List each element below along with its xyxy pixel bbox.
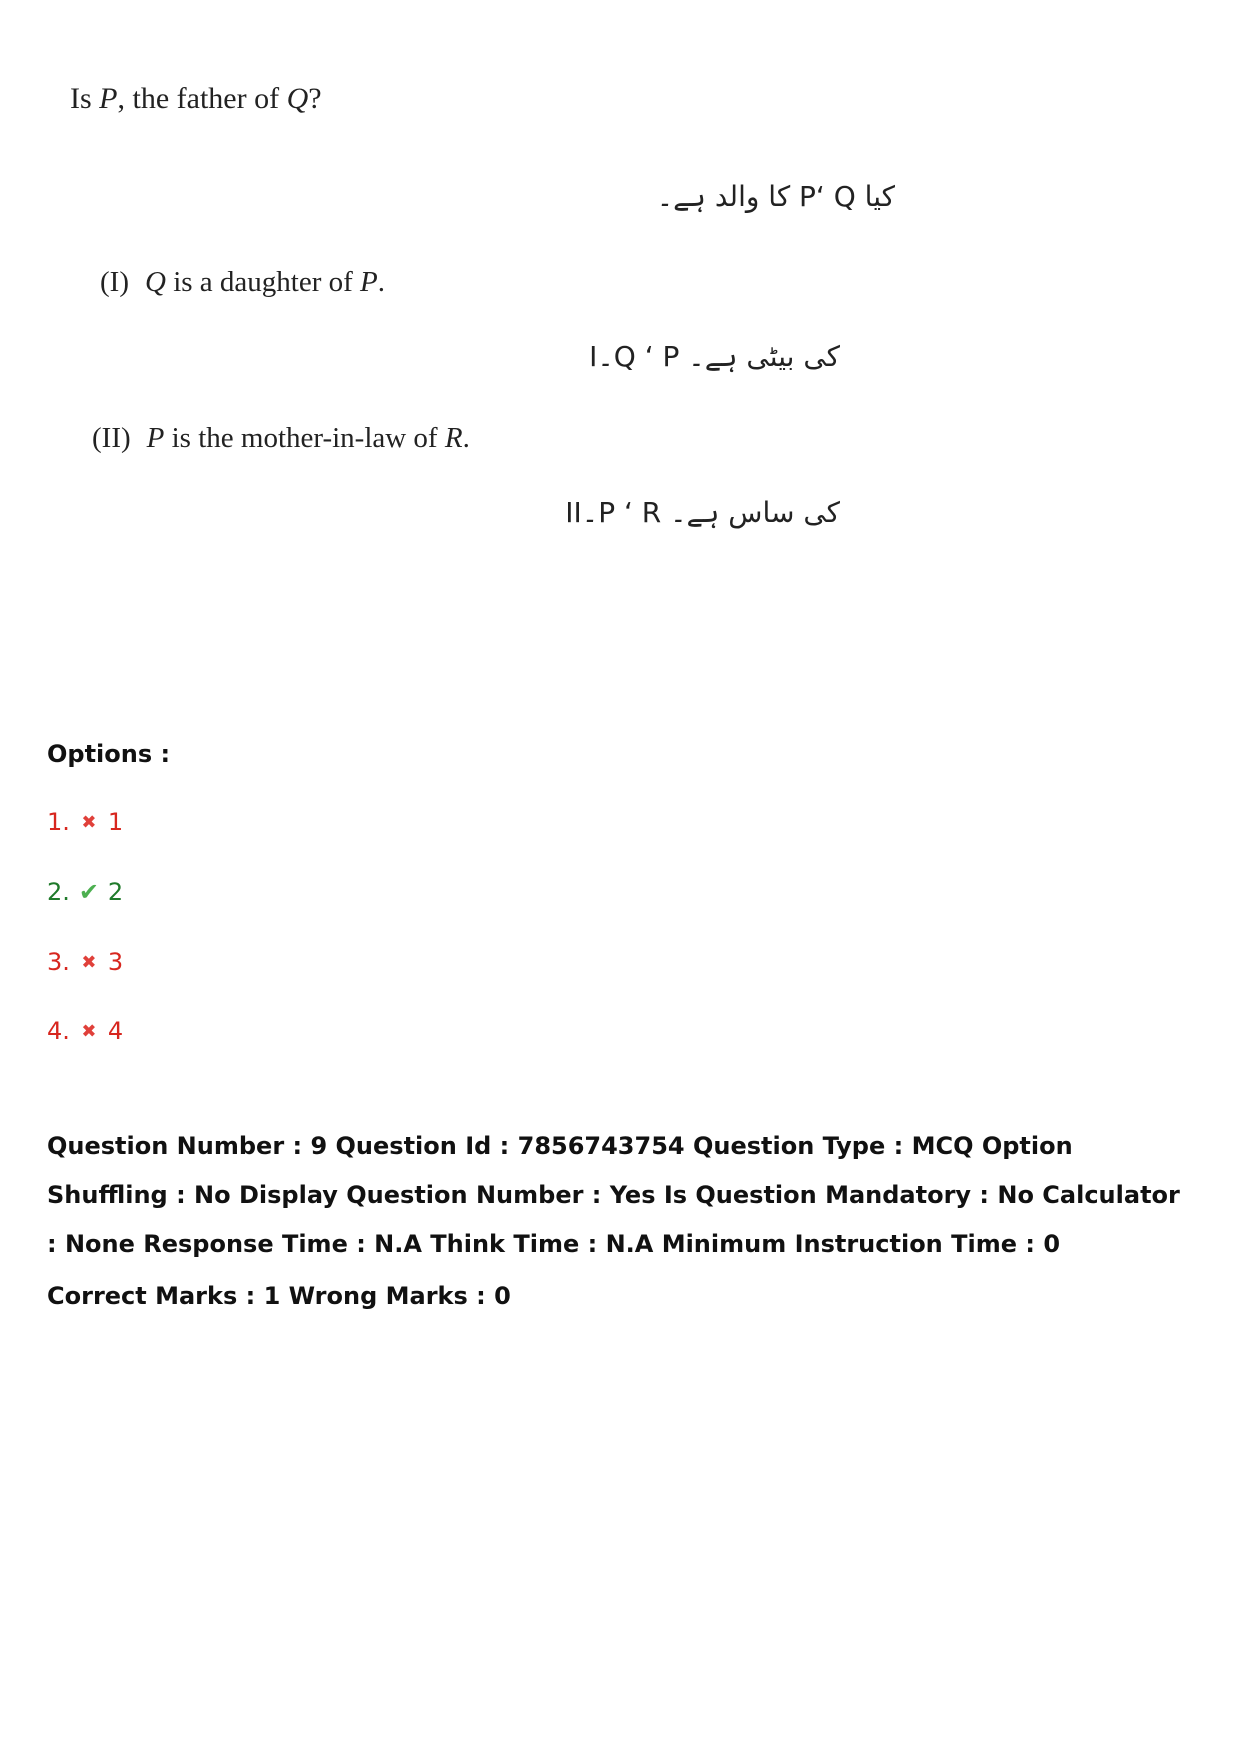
option-2-number: 2. [47, 878, 70, 906]
statement-1-var1: Q [144, 266, 166, 298]
statement-2 [92, 422, 470, 455]
cross-icon: ✖ [81, 951, 97, 973]
options-heading: Options : [47, 740, 171, 768]
statement-1-var2: P [360, 266, 378, 298]
check-icon: ✔ [78, 878, 99, 906]
question-metadata: Question Number : 9 Question Id : 7856743754 Question Type : MCQ Option Shuffling : No Display Question Number : Yes Is Question Mandatory : No Calculator : None Response Time : N.A Think Time : N.A Minimum Instruction Time : 0 [47, 1132, 1180, 1258]
question-suffix: ? [308, 82, 322, 115]
statement-1 [100, 266, 385, 299]
option-4-label: 4 [107, 1017, 124, 1045]
statement-2-numeral: (II) [92, 422, 131, 454]
statement-2-end: . [462, 422, 470, 454]
cross-icon: ✖ [81, 811, 97, 833]
statement-1-mid: is a daughter of [165, 266, 361, 298]
question-var-p: P [99, 82, 118, 115]
option-1-number: 1. [47, 808, 70, 836]
question-urdu: کیا P‘ Q کا والد ہے۔ [656, 180, 895, 213]
statement-2-var1: P [146, 422, 165, 454]
option-2 [47, 878, 123, 906]
option-3-number: 3. [47, 948, 70, 976]
question-var-q: Q [286, 82, 309, 115]
option-4 [47, 1017, 123, 1045]
marks-info: Correct Marks : 1 Wrong Marks : 0 [47, 1282, 511, 1310]
statement-2-var2: R [444, 422, 463, 454]
option-4-number: 4. [47, 1017, 70, 1045]
question-text [70, 82, 322, 116]
statement-1-end: . [377, 266, 385, 298]
option-1 [47, 808, 123, 836]
question-mid: , the father of [117, 82, 287, 115]
statement-1-urdu: I۔Q ‘ P کی بیٹی ہے۔ [589, 340, 840, 373]
option-1-label: 1 [107, 808, 124, 836]
statement-2-mid: is the mother-in-law of [164, 422, 445, 454]
option-3-label: 3 [107, 948, 124, 976]
cross-icon: ✖ [81, 1020, 97, 1042]
option-2-label: 2 [107, 878, 124, 906]
statement-1-numeral: (I) [100, 266, 129, 298]
question-prefix: Is [70, 82, 100, 115]
statement-2-urdu: II۔P ‘ R کی ساس ہے۔ [565, 496, 840, 529]
option-3 [47, 948, 123, 976]
